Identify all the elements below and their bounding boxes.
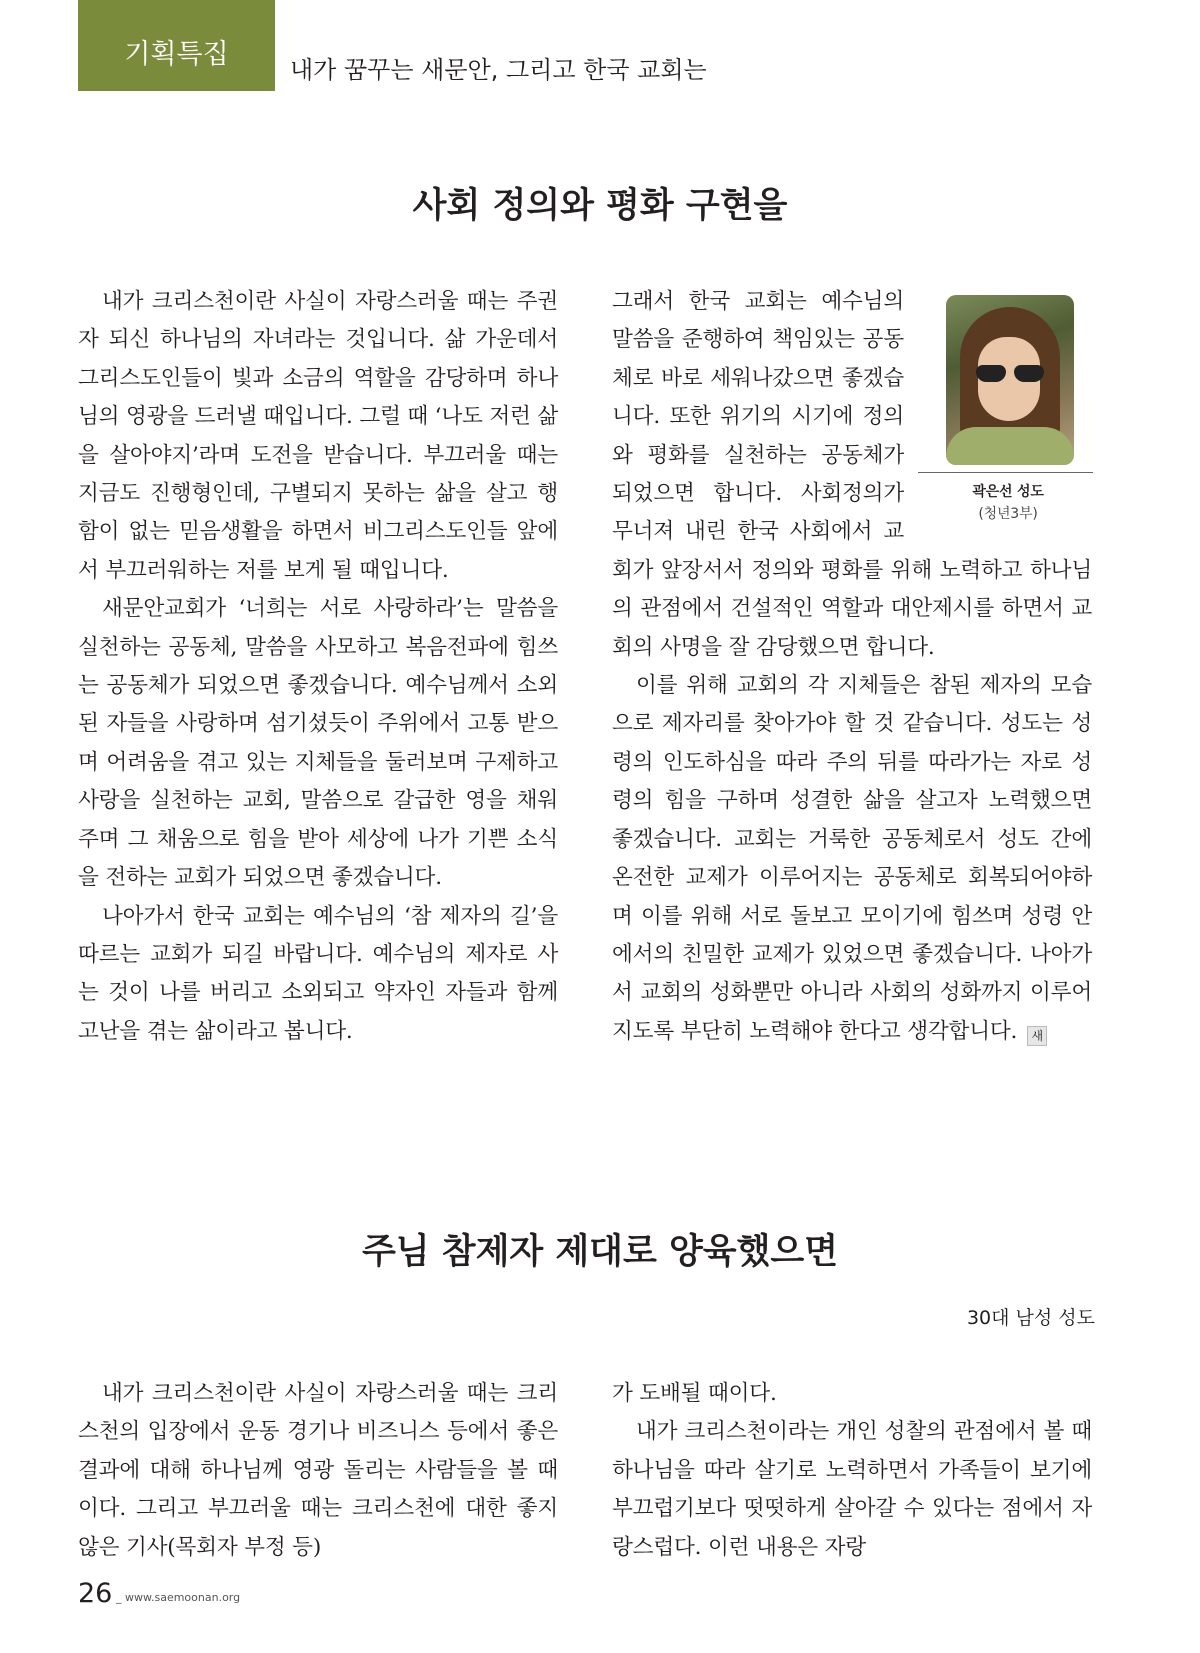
end-mark-icon: 새: [1027, 1026, 1047, 1046]
article-title: 사회 정의와 평화 구현을: [412, 186, 788, 226]
paragraph: 그래서 한국 교회는 예수님의 말씀을 준행하여 책임있는 공동체로 바로 세워나갔으면 좋겠습니다. 또한 위기의 시기에 정의와 평화를 실천하는 공동체가 되었으면 합니다. 사회정의가 무너져 내린 한국 사회에서 교회가 앞장서서 정의와 평화를 위해 노력하고 하나님의 관점에서 건설적인 역할과 대안제시를 하면서 교회의 사명을 잘 감당했으면 합니다.: [612, 289, 1092, 660]
caption-divider: [918, 472, 1093, 473]
paragraph: 내가 크리스천이란 사실이 자랑스러울 때는 주권자 되신 하나님의 자녀라는 것입니다. 삶 가운데서 그리스도인들이 빛과 소금의 역할을 감당하며 하나님의 영광을 드러낼 때입니다. 그럴 때 ‘나도 저런 삶을 살아야지’라며 도전을 받습니다. 부끄러울 때는 지금도 진행형인데, 구별되지 못하는 삶을 살고 행함이 없는 믿음생활을 하면서 비그리스도인들 앞에서 부끄러워하는 저를 보게 될 때입니다.: [78, 289, 558, 583]
byline: 30대 남성 성도: [966, 1307, 1095, 1329]
paragraph: 가 도배될 때이다.: [612, 1381, 777, 1406]
paragraph: 내가 크리스천이라는 개인 성찰의 관점에서 볼 때 하나님을 따라 살기로 노력하면서 가족들이 보기에 부끄럽기보다 떳떳하게 살아갈 수 있다는 점에서 자랑스럽다. 이런 내용은 자랑: [612, 1419, 1092, 1560]
article2-column-right: [612, 1375, 1092, 1567]
author-photo: [946, 295, 1074, 465]
author-name: 곽은선 성도: [972, 484, 1044, 500]
section-tag-label: 기획특집: [124, 39, 229, 70]
article-title-2: 주님 참제자 제대로 양육했으면: [361, 1232, 839, 1272]
paragraph: 내가 크리스천이란 사실이 자랑스러울 때는 크리스천의 입장에서 운동 경기나 비즈니스 등에서 좋은 결과에 대해 하나님께 영광 돌리는 사람들을 볼 때이다. 그리고 부끄러울 때는 크리스천에 대한 좋지 않은 기사(목회자 부정 등): [78, 1381, 558, 1560]
page-number: 26: [78, 1578, 113, 1609]
article-column-right: [612, 283, 1092, 1051]
section-tag: [78, 0, 275, 91]
paragraph: 새문안교회가 ‘너희는 서로 사랑하라’는 말씀을 실천하는 공동체, 말씀을 사모하고 복음전파에 힘쓰는 공동체가 되었으면 좋겠습니다. 예수님께서 소외된 자들을 사랑하며 섬기셨듯이 주위에서 고통 받으며 어려움을 겪고 있는 지체들을 둘러보며 구제하고 사랑을 실천하는 교회, 말씀으로 갈급한 영을 채워주며 그 채움으로 힘을 받아 세상에 나가 기쁜 소식을 전하는 교회가 되었으면 좋겠습니다.: [78, 596, 558, 891]
paragraph: [612, 667, 1092, 1051]
author-group: (청년3부): [978, 506, 1038, 522]
section-subtitle: 내가 꿈꾸는 새문안, 그리고 한국 교회는: [290, 56, 707, 84]
footer-url: _ www.saemoonan.org: [116, 1591, 241, 1604]
paragraph-text: 이를 위해 교회의 각 지체들은 참된 제자의 모습으로 제자리를 찾아가야 할 것 같습니다. 성도는 성령의 인도하심을 따라 주의 뒤를 따라가는 자로 성령의 힘을 구하며 성결한 삶을 살고자 노력했으면 좋겠습니다. 교회는 거룩한 공동체로서 성도 간에 온전한 교제가 이루어지는 공동체로 회복되어야하며 이를 위해 서로 돌보고 모이기에 힘쓰며 성령 안에서의 친밀한 교제가 있었으면 좋겠습니다. 나아가서 교회의 성화뿐만 아니라 사회의 성화까지 이루어지도록 부단히 노력해야 한다고 생각합니다.: [612, 673, 1092, 1044]
article2-column-left: [78, 1375, 558, 1567]
author-photo-block: [918, 289, 1098, 529]
sunglasses-icon: [976, 365, 1044, 383]
paragraph: 나아가서 한국 교회는 예수님의 ‘참 제자의 길’을 따르는 교회가 되길 바랍니다. 예수님의 제자로 사는 것이 나를 버리고 소외되고 약자인 자들과 함께 고난을 겪는 삶이라고 봅니다.: [78, 903, 558, 1044]
article-column-left: [78, 283, 558, 1051]
